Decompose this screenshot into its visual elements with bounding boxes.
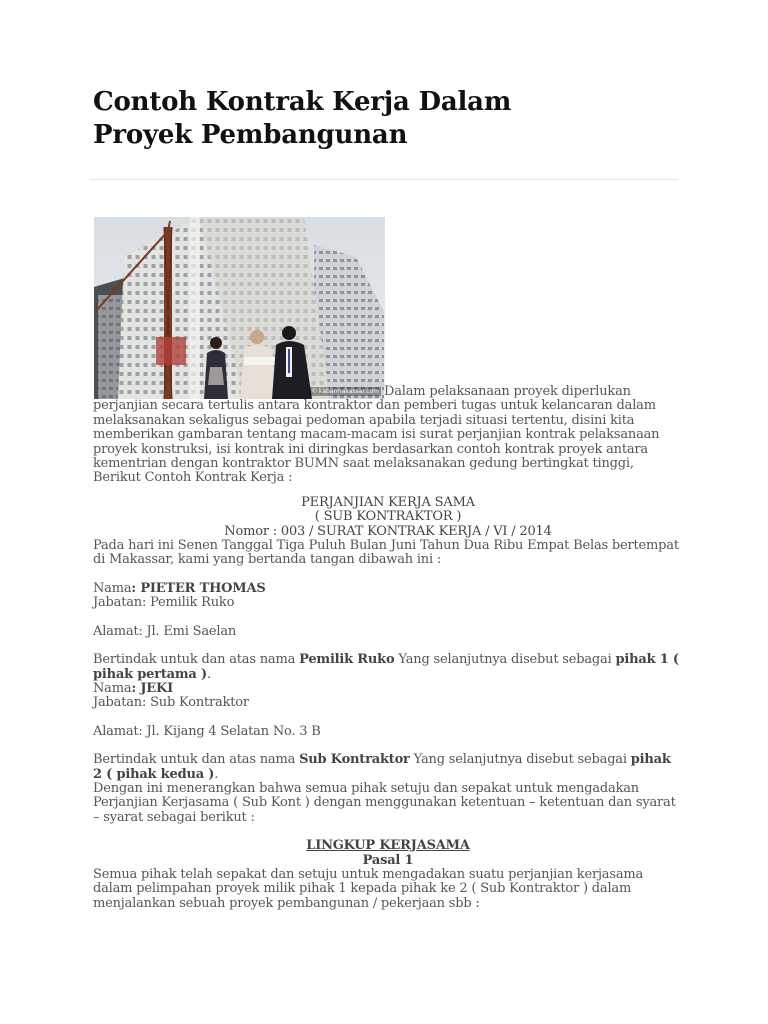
party1-alamat-label: Alamat xyxy=(93,623,139,639)
party1-designation: pihak 1 ( pihak pertama ) xyxy=(93,652,679,682)
title-divider xyxy=(90,179,678,180)
party1-jabatan-value: : Pemilik Ruko xyxy=(141,595,235,611)
construction-photo xyxy=(94,217,385,399)
scope-paragraph: Semua pihak telah sepakat dan setuju untuk mengadakan suatu perjanjian kerjasama dalam pelimpahan proyek milik pihak 1 kepada pihak ke 2 ( Sub Kontraktor ) dalam menjalankan sebuah proyek pembangunan / pekerjaan sbb : xyxy=(93,866,644,911)
article-title xyxy=(93,86,653,152)
party1-name-value: : PIETER THOMAS xyxy=(131,580,266,596)
intro-paragraph: Dalam pelaksanaan proyek diperlukan perjanjian secara tertulis antara kontraktor dan pemberi tugas untuk kelancaran dalam melaksanakan sekaligus sebagai pedoman apabila terjadi situasi tertentu, disini kita memberikan gambaran tentang macam-macam isi surat perjanjian kontrak pelaksanaan proyek konstruksi, isi kontrak ini diringkas berdasarkan contoh kontrak proyek antara kementrian dengan kontraktor BUMN saat melaksanakan gedung bertingkat tinggi, xyxy=(93,384,660,472)
title-line-2: Proyek Pembangunan xyxy=(93,120,408,150)
party2-jabatan-label: Jabatan xyxy=(93,695,142,711)
party2-name-value: : JEKI xyxy=(131,680,173,696)
party2-designation: pihak 2 ( pihak kedua ) xyxy=(93,752,671,782)
party1-jabatan-label: Jabatan xyxy=(93,595,142,611)
party1-jabatan-row xyxy=(93,596,683,610)
party2-jabatan-value: : Sub Kontraktor xyxy=(141,695,249,711)
party1-name-row xyxy=(93,582,683,596)
photo-watermark: © kabarmakassar.com xyxy=(311,388,379,395)
agreement-subheading: ( SUB KONTRAKTOR ) xyxy=(314,509,462,525)
party1-acting-mid: Yang selanjutnya disebut sebagai xyxy=(394,652,616,668)
agreement-number: Nomor : 003 / SURAT KONTRAK KERJA / VI / 2014 xyxy=(224,523,552,539)
party2-acting-mid: Yang selanjutnya disebut sebagai xyxy=(409,752,631,768)
party1-name-label: Nama xyxy=(93,580,132,596)
party2-alamat-row xyxy=(93,725,683,739)
party2-name-label: Nama xyxy=(93,680,132,696)
closing-paragraph: Dengan ini menerangkan bahwa semua pihak setuju dan sepakat untuk mengadakan Perjanjian Kerjasama ( Sub Kont ) dengan menggunakan ketentuan – ketentuan dan syarat – syarat sebagai berikut : xyxy=(93,780,676,825)
party1-acting-end: . xyxy=(206,666,211,682)
party2-acting-end: . xyxy=(214,766,219,782)
agreement-opening: Pada hari ini Senen Tanggal Tiga Puluh Bulan Juni Tahun Dua Ribu Empat Belas bertempat di Makassar, kami yang bertanda tangan dibawah ini : xyxy=(93,538,679,568)
party2-alamat-value: : Jl. Kijang 4 Selatan No. 3 B xyxy=(138,723,321,739)
party1-alamat-row xyxy=(93,625,683,639)
party2-acting-pre: Bertindak untuk dan atas nama xyxy=(93,752,300,768)
pasal-heading: Pasal 1 xyxy=(362,852,414,868)
intro-followup: Berikut Contoh Kontrak Kerja : xyxy=(93,470,293,486)
party1-acting-pre: Bertindak untuk dan atas nama xyxy=(93,652,300,668)
party2-jabatan-row xyxy=(93,696,683,710)
party2-name-row xyxy=(93,682,683,696)
party2-acting-paragraph xyxy=(93,753,683,782)
party1-acting-paragraph xyxy=(93,653,683,682)
party2-alamat-label: Alamat xyxy=(93,723,139,739)
scope-heading: LINGKUP KERJASAMA xyxy=(306,838,470,854)
party2-role: Sub Kontraktor xyxy=(299,752,410,768)
party1-alamat-value: : Jl. Emi Saelan xyxy=(138,623,237,639)
title-line-1: Contoh Kontrak Kerja Dalam xyxy=(93,87,512,117)
article-body xyxy=(93,385,683,911)
agreement-heading: PERJANJIAN KERJA SAMA xyxy=(301,494,475,510)
party1-role: Pemilik Ruko xyxy=(299,652,395,668)
